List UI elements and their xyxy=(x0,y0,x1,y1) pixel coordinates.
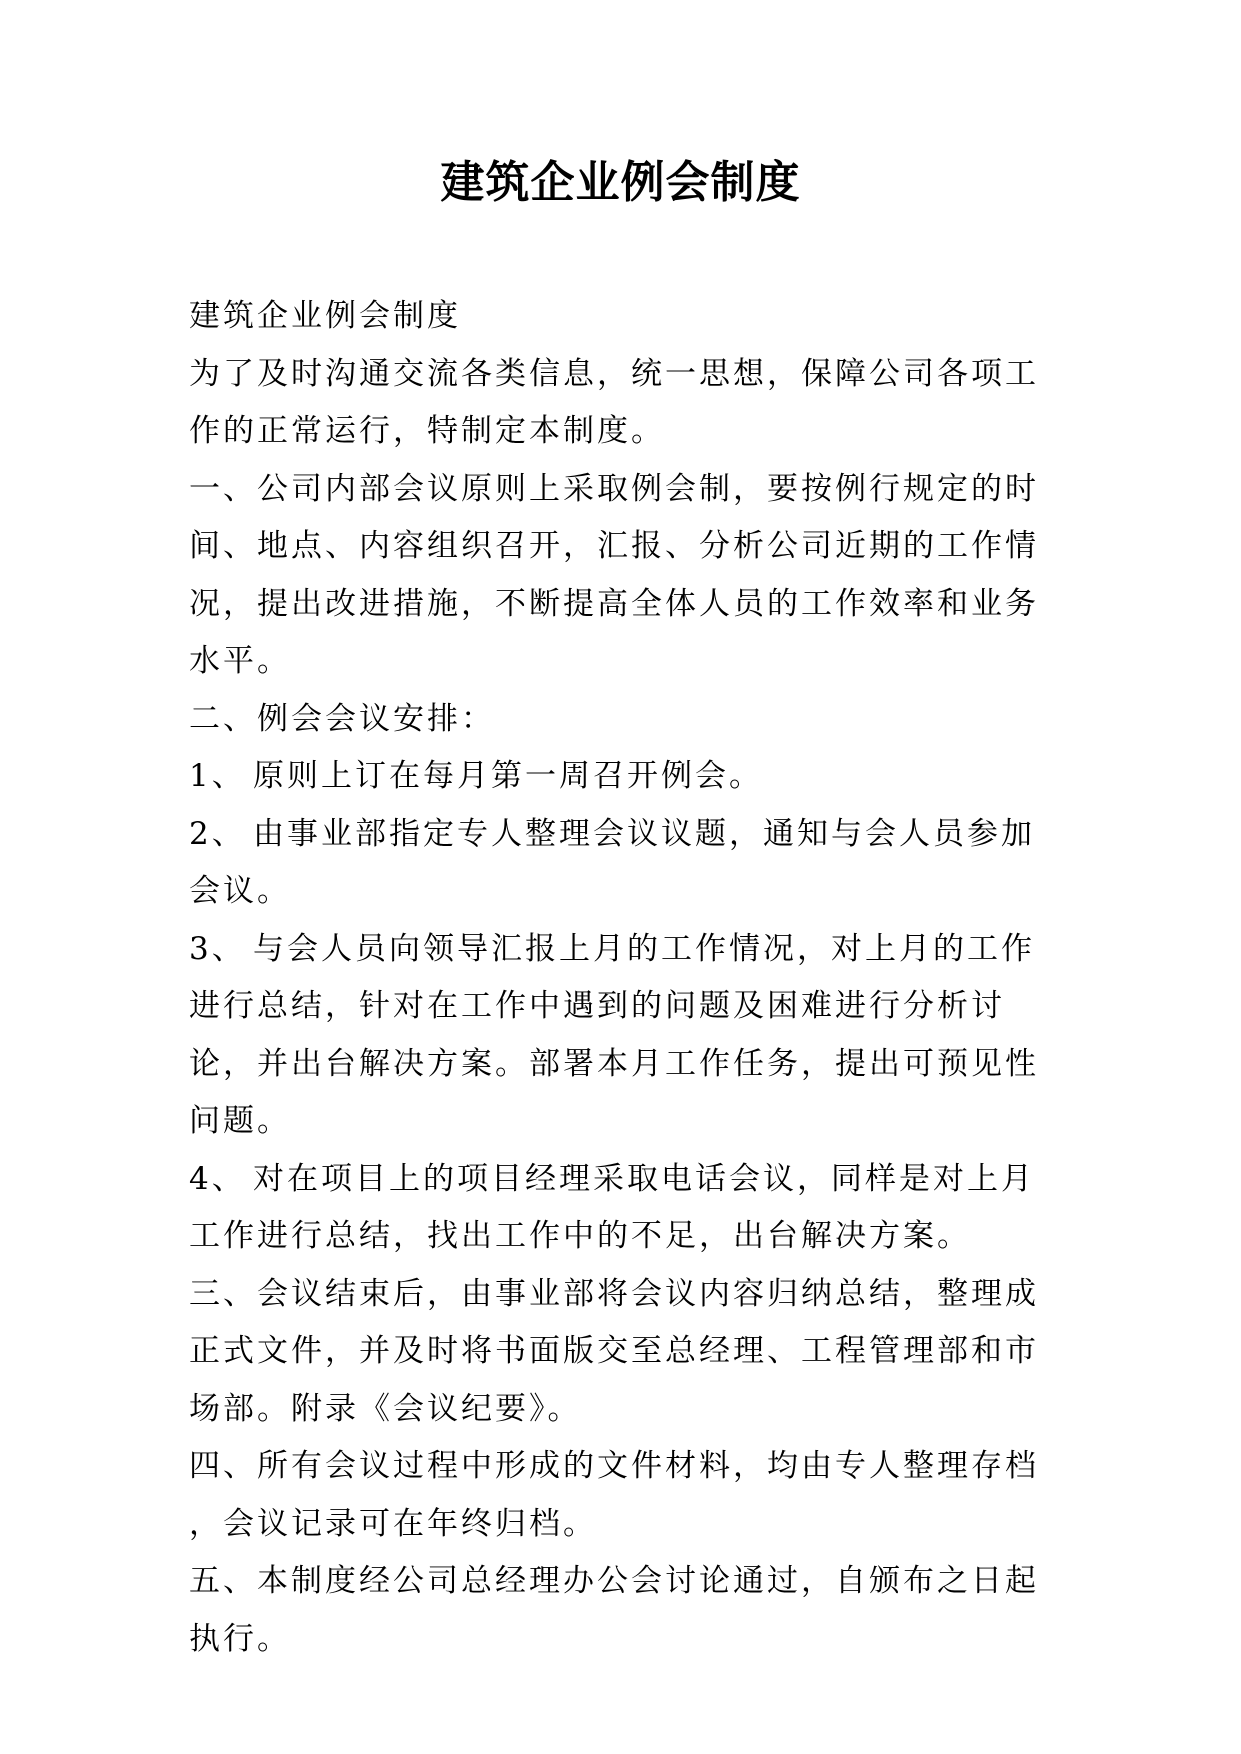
list-item xyxy=(189,806,1059,921)
section-5-paragraph: 五、本制度经公司总经理办公会讨论通过，自颁布之日起执行。 xyxy=(189,1563,1039,1657)
list-item xyxy=(189,921,1059,1151)
list-item-text: 由事业部指定专人整理会议议题，通知与会人员参加会议。 xyxy=(189,815,1035,909)
intro-paragraph: 为了及时沟通交流各类信息，统一思想，保障公司各项工作的正常运行，特制定本制度。 xyxy=(189,355,1039,449)
list-item xyxy=(189,748,1059,806)
list-item-text: 原则上订在每月第一周召开例会。 xyxy=(253,758,763,794)
list-item-text: 与会人员向领导汇报上月的工作情况，对上月的工作进行总结，针对在工作中遇到的问题及困难进行分析讨论，并出台解决方案。部署本月工作任务，提出可预见性问题。 xyxy=(189,930,1039,1139)
section-1-paragraph: 一、公司内部会议原则上采取例会制，要按例行规定的时间、地点、内容组织召开，汇报、分析公司近期的工作情况，提出改进措施，不断提高全体人员的工作效率和业务水平。 xyxy=(189,470,1039,679)
list-item-number: 4、 xyxy=(189,1160,246,1197)
list-item-number: 2、 xyxy=(189,815,246,852)
section-3-paragraph: 三、会议结束后，由事业部将会议内容归纳总结，整理成正式文件，并及时将书面版交至总经理、工程管理部和市场部。附录《会议纪要》。 xyxy=(189,1275,1039,1427)
list-item-text: 对在项目上的项目经理采取电话会议，同样是对上月工作进行总结，找出工作中的不足，出台解决方案。 xyxy=(189,1160,1035,1254)
section-4-paragraph: 四、所有会议过程中形成的文件材料，均由专人整理存档，会议记录可在年终归档。 xyxy=(189,1448,1039,1542)
section-2-heading: 二、例会会议安排： xyxy=(189,700,495,737)
document-title: 建筑企业例会制度 xyxy=(440,157,801,208)
document-body xyxy=(189,288,1059,1668)
list-item-number: 3、 xyxy=(189,930,246,967)
document-subtitle: 建筑企业例会制度 xyxy=(189,298,461,334)
list-item xyxy=(189,1151,1059,1266)
list-item-number: 1、 xyxy=(189,758,246,794)
